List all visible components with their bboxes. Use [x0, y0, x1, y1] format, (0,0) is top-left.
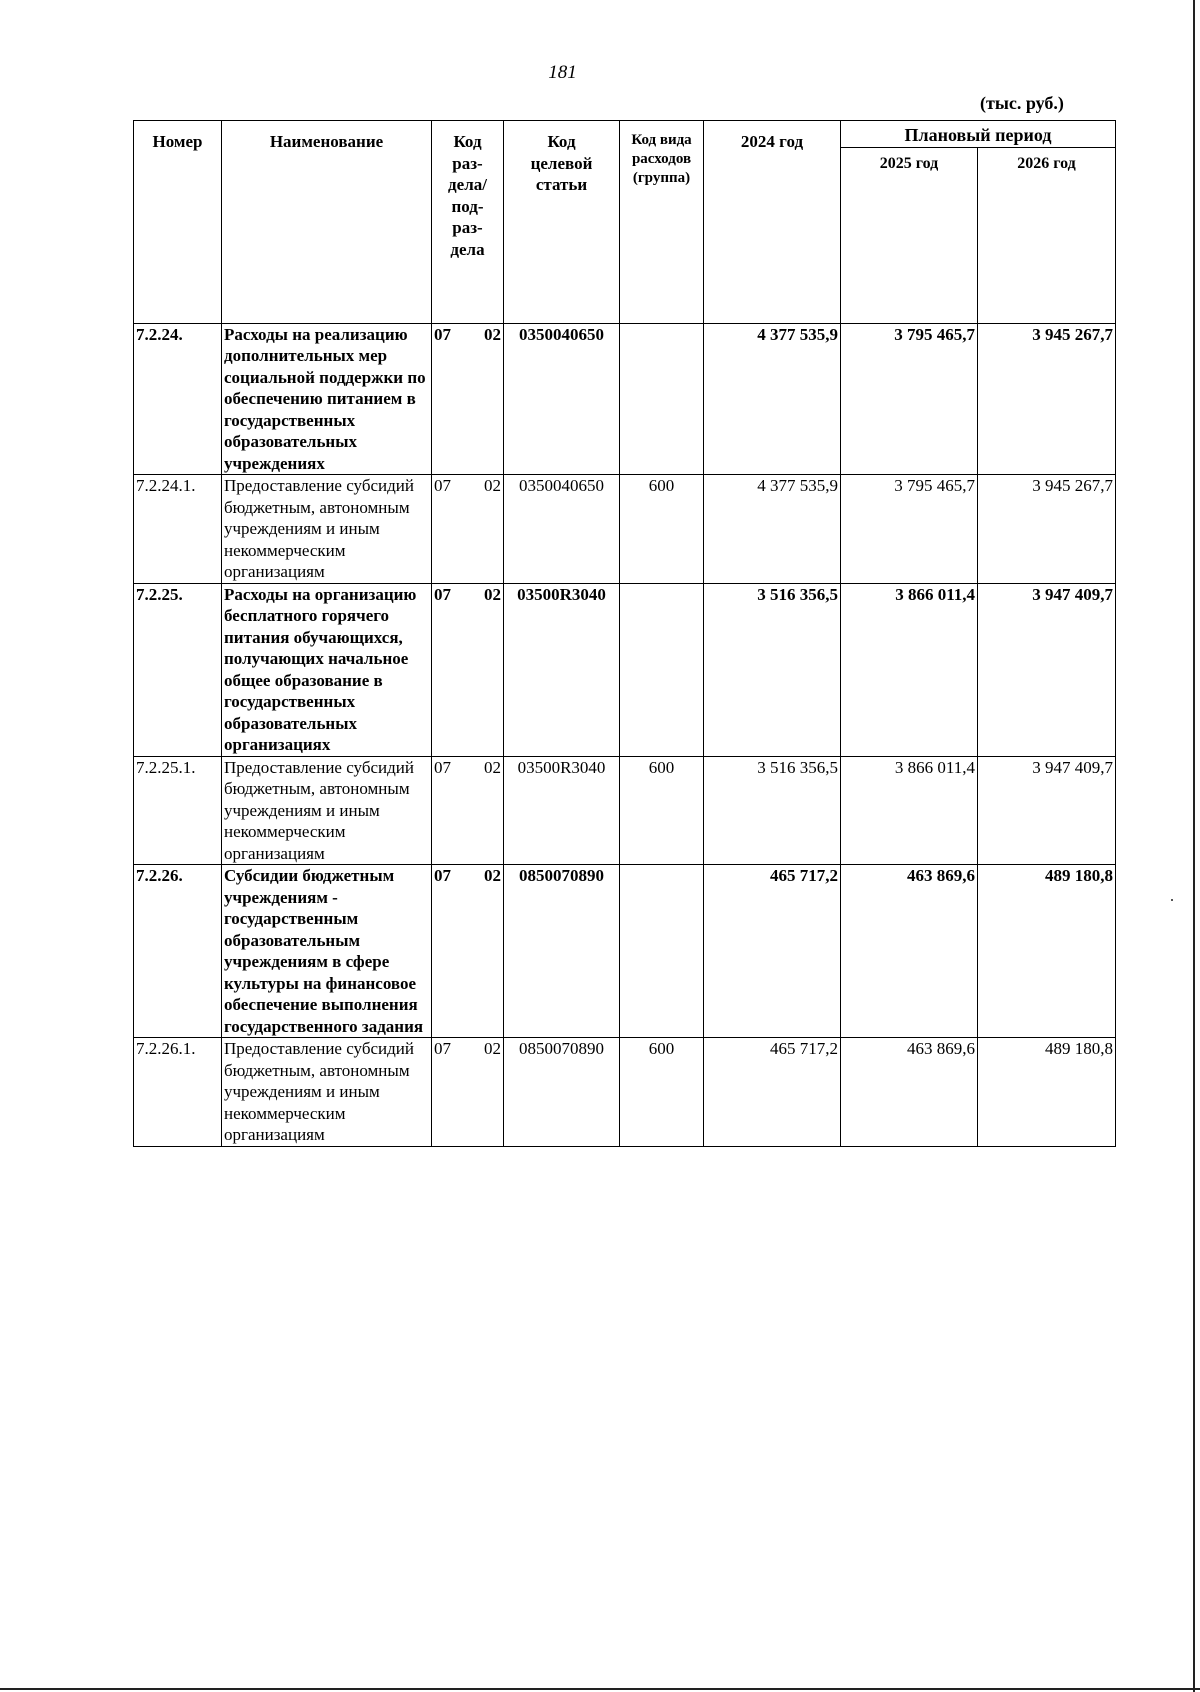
row-2025: 463 869,6	[841, 1038, 978, 1147]
row-subsection: 02	[484, 324, 501, 344]
scan-right-edge	[1193, 0, 1195, 1692]
row-2024: 3 516 356,5	[704, 583, 841, 756]
row-target: 0350040650	[504, 475, 620, 584]
header-target: Код целевой статьи	[504, 121, 620, 324]
row-section: 07	[434, 866, 451, 885]
header-year-2024: 2024 год	[704, 121, 841, 324]
row-subsection: 02	[484, 584, 501, 604]
header-number: Номер	[134, 121, 222, 324]
row-target: 03500R3040	[504, 756, 620, 865]
header-name: Наименование	[222, 121, 432, 324]
table-row	[134, 475, 1116, 584]
row-name: Расходы на реализацию дополнительных мер социальной поддержки по обеспечению питанием в государственных образовательных учреждениях	[222, 323, 432, 475]
row-name: Предоставление субсидий бюджетным, автономным учреждениям и иным некоммерческим организациям	[222, 1038, 432, 1147]
row-type	[620, 323, 704, 475]
table-row	[134, 323, 1116, 475]
header-planned-period: Плановый период	[841, 121, 1116, 148]
table-row	[134, 1038, 1116, 1147]
row-subsection: 02	[484, 476, 501, 495]
row-section: 07	[434, 757, 451, 777]
row-section: 07	[434, 476, 451, 495]
row-type	[620, 583, 704, 756]
row-number: 7.2.26.	[134, 865, 222, 1038]
row-number: 7.2.24.1.	[134, 475, 222, 584]
row-number: 7.2.24.	[134, 323, 222, 475]
row-2024: 3 516 356,5	[704, 756, 841, 865]
header-expense-type: Код вида расходов (группа)	[620, 121, 704, 324]
row-subsection: 02	[484, 866, 501, 885]
row-2026: 3 945 267,7	[978, 323, 1116, 475]
row-name: Предоставление субсидий бюджетным, автономным учреждениям и иным некоммерческим организациям	[222, 475, 432, 584]
row-section-code	[432, 323, 504, 475]
row-2026: 3 945 267,7	[978, 475, 1116, 584]
page-number: 181	[548, 62, 577, 83]
row-2026: 3 947 409,7	[978, 756, 1116, 865]
row-name: Предоставление субсидий бюджетным, автономным учреждениям и иным некоммерческим организациям	[222, 756, 432, 865]
row-2025: 3 795 465,7	[841, 475, 978, 584]
row-2025: 463 869,6	[841, 865, 978, 1038]
row-name: Субсидии бюджетным учреждениям - государственным образовательным учреждениям в сфере культуры на финансовое обеспечение выполнения государственного задания	[222, 865, 432, 1038]
row-section: 07	[434, 584, 451, 604]
row-section-code	[432, 583, 504, 756]
row-target: 0850070890	[504, 865, 620, 1038]
row-subsection: 02	[484, 1039, 501, 1058]
scan-bottom-edge	[0, 1688, 1200, 1690]
row-2026: 489 180,8	[978, 1038, 1116, 1147]
header-section: Код раз- дела/ под- раз- дела	[432, 121, 504, 324]
row-section-code	[432, 756, 504, 865]
row-2024: 465 717,2	[704, 865, 841, 1038]
table-row	[134, 583, 1116, 756]
row-section-code	[432, 865, 504, 1038]
row-2026: 489 180,8	[978, 865, 1116, 1038]
row-2024: 4 377 535,9	[704, 323, 841, 475]
row-number: 7.2.25.	[134, 583, 222, 756]
row-2025: 3 866 011,4	[841, 583, 978, 756]
row-name: Расходы на организацию бесплатного горячего питания обучающихся, получающих начальное общее образование в государственных образовательных организациях	[222, 583, 432, 756]
row-2025: 3 795 465,7	[841, 323, 978, 475]
row-section: 07	[434, 1039, 451, 1058]
row-type: 600	[620, 475, 704, 584]
row-subsection: 02	[484, 757, 501, 777]
row-target: 0850070890	[504, 1038, 620, 1147]
table-header	[134, 121, 1116, 324]
scan-speck	[1171, 899, 1173, 901]
row-type	[620, 865, 704, 1038]
row-2026: 3 947 409,7	[978, 583, 1116, 756]
row-section: 07	[434, 324, 451, 344]
row-2024: 465 717,2	[704, 1038, 841, 1147]
row-number: 7.2.26.1.	[134, 1038, 222, 1147]
units-label: (тыс. руб.)	[980, 93, 1064, 113]
row-target: 0350040650	[504, 323, 620, 475]
row-2025: 3 866 011,4	[841, 756, 978, 865]
budget-table	[133, 120, 1116, 1147]
row-number: 7.2.25.1.	[134, 756, 222, 865]
table-row	[134, 756, 1116, 865]
row-section-code	[432, 1038, 504, 1147]
row-target: 03500R3040	[504, 583, 620, 756]
header-year-2026: 2026 год	[978, 147, 1116, 323]
row-section-code	[432, 475, 504, 584]
row-2024: 4 377 535,9	[704, 475, 841, 584]
row-type: 600	[620, 756, 704, 865]
row-type: 600	[620, 1038, 704, 1147]
header-year-2025: 2025 год	[841, 147, 978, 323]
table-row	[134, 865, 1116, 1038]
